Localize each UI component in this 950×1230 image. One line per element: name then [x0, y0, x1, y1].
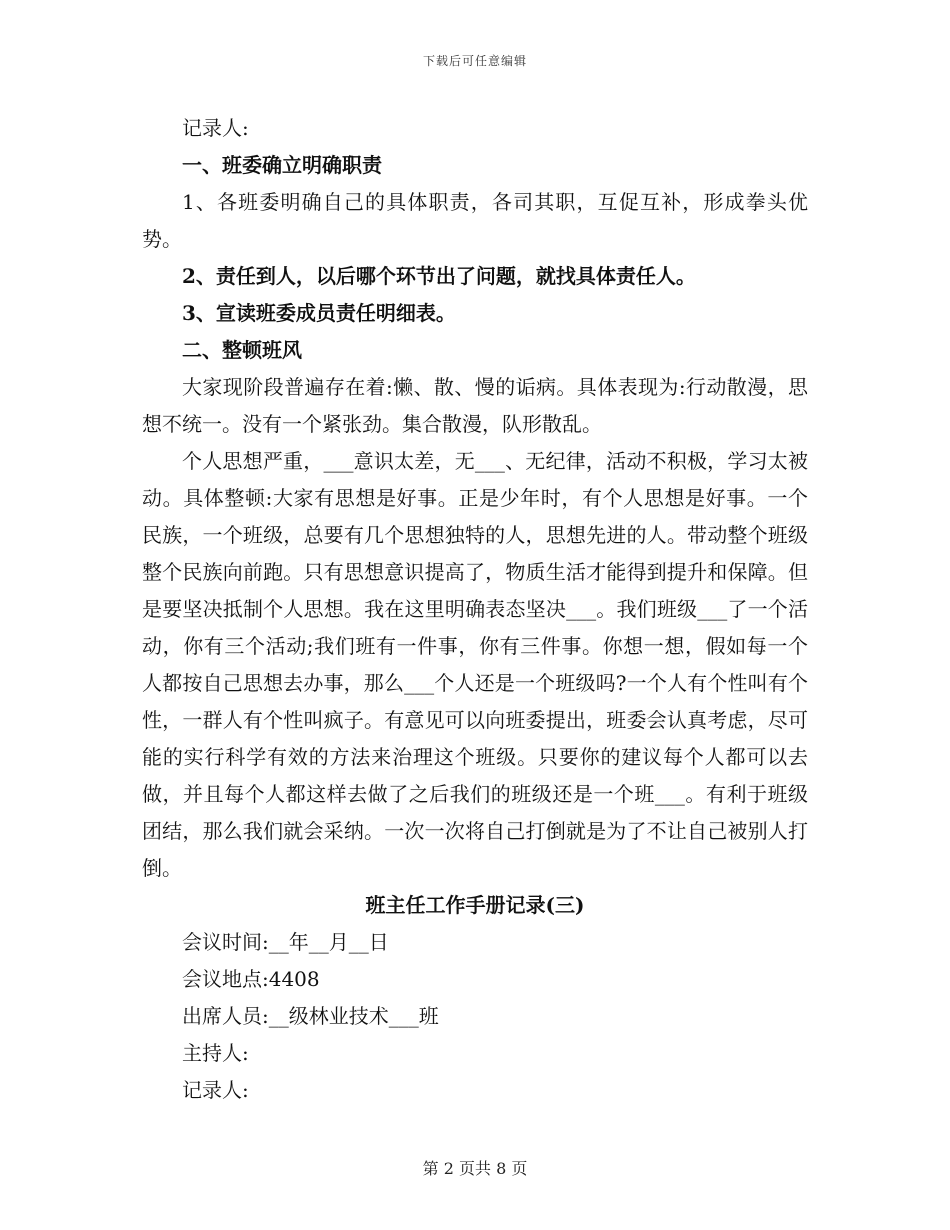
section-heading-2: 二、整顿班风 — [182, 338, 302, 362]
paragraph-item-1: 1、各班委明确自己的具体职责，各司其职，互促互补，形成拳头优势。 — [142, 190, 808, 251]
meeting-location: 会议地点:4408 — [182, 967, 320, 991]
host: 主持人: — [182, 1041, 249, 1065]
meeting-time: 会议时间:__年__月__日 — [182, 930, 389, 954]
document-title: 班主任工作手册记录(三) — [365, 893, 585, 917]
paragraph-rectification: 个人思想严重，___意识太差，无___、无纪律，活动不积极，学习太被动。具体整顿:大家有思想是好事。正是少年时，有个人思想是好事。一个民族，一个班级，总要有几个思想独特的人，思想先进的人。带动整个班级整个民族向前跑。只有思想意识提高了，物质生活才能得到提升和保障。但是要坚决抵制个人思想。我在这里明确表态坚决___。我们班级___了一个活动，你有三个活动;我们班有一件事，你有三件事。你想一想，假如每一个人都按自己思想去办事，那么___个人还是一个班级吗?一个人有个性叫有个性，一群人有个性叫疯子。有意见可以向班委提出，班委会认真考虑，尽可能的实行科学有效的方法来治理这个班级。只要你的建议每个人都可以去做，并且每个人都这样去做了之后我们的班级还是一个班___。有利于班级团结，那么我们就会采纳。一次一次将自己打倒就是为了不让自己被别人打倒。 — [142, 449, 808, 880]
page-header: 下载后可任意编辑 — [422, 54, 527, 68]
recorder: 记录人: — [182, 1078, 249, 1102]
page-footer: 第 2 页共 8 页 — [422, 1159, 528, 1178]
paragraph-item-2: 2、责任到人，以后哪个环节出了问题，就找具体责任人。 — [182, 264, 696, 288]
section-heading-1: 一、班委确立明确职责 — [182, 153, 382, 177]
document-body — [142, 110, 808, 1109]
recorder-line: 记录人: — [182, 116, 249, 140]
attendees: 出席人员:__级林业技术___班 — [182, 1004, 439, 1028]
paragraph-item-3: 3、宣读班委成员责任明细表。 — [182, 301, 456, 325]
paragraph-problems: 大家现阶段普遍存在着:懒、散、慢的诟病。具体表现为:行动散漫，思想不统一。没有一个紧张劲。集合散漫，队形散乱。 — [142, 375, 808, 436]
